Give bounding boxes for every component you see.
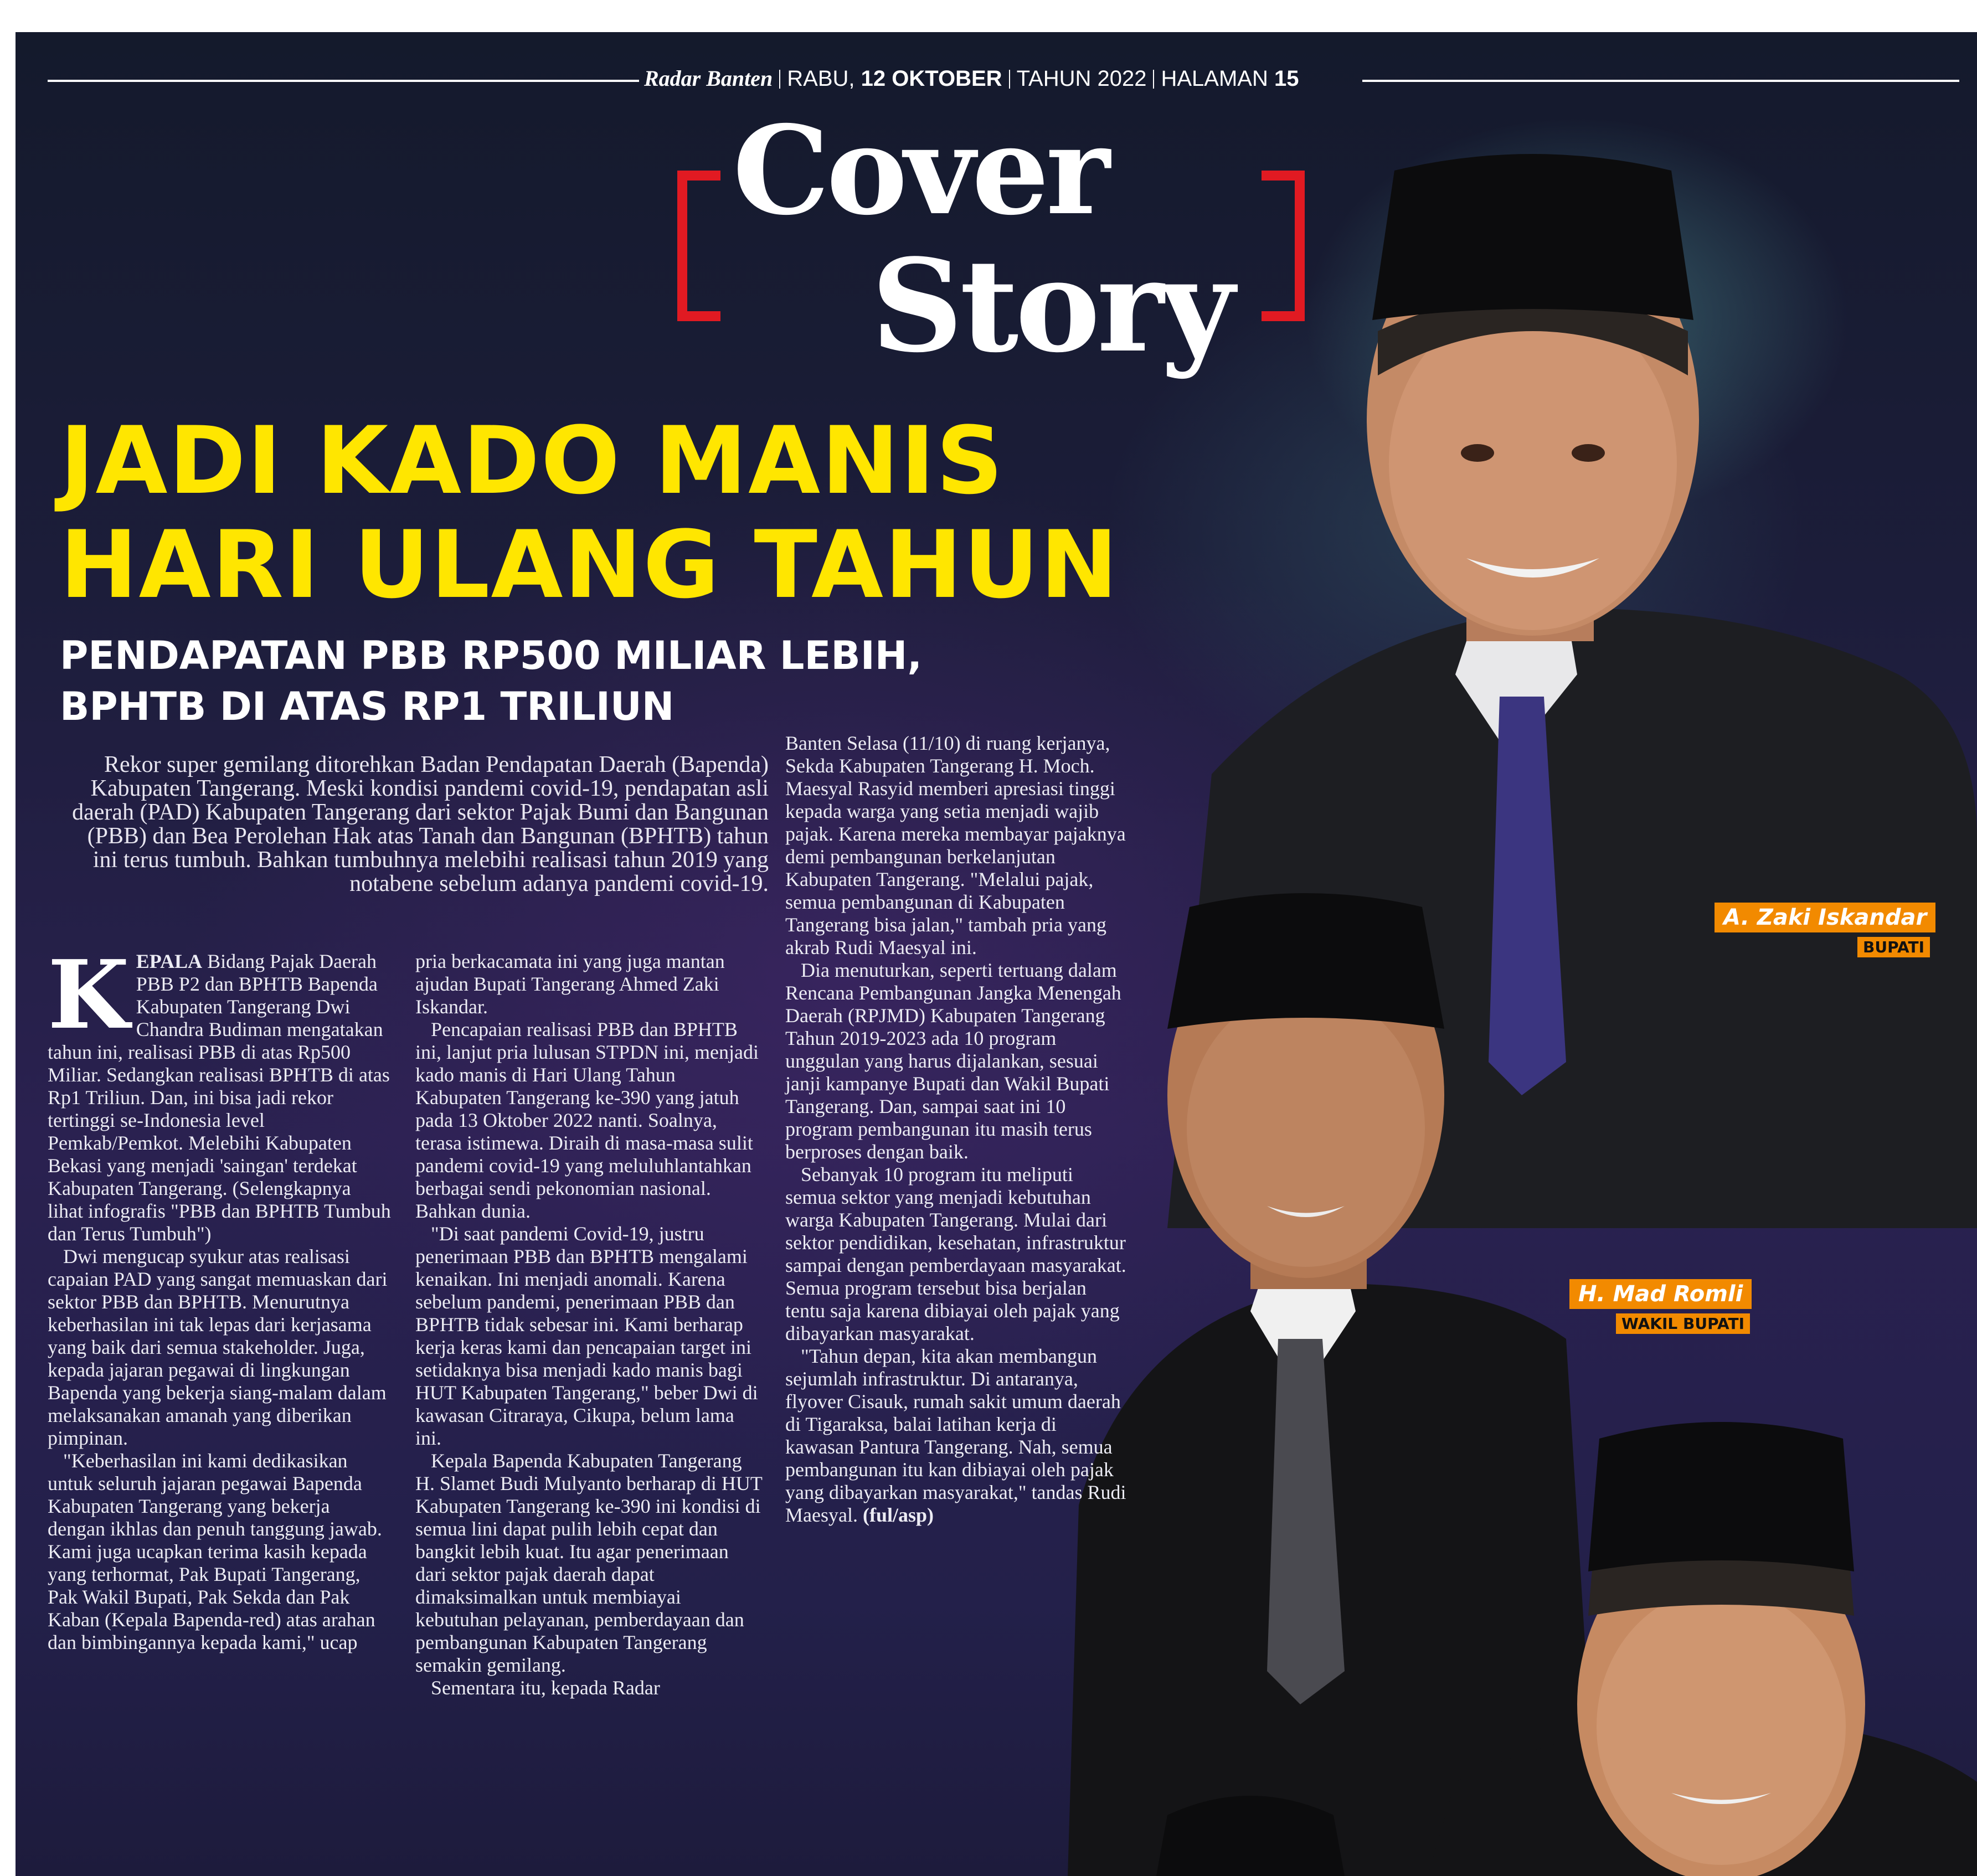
article-paragraph: "Di saat pandemi Covid-19, justru penerimaan PBB dan BPHTB mengalami kenaikan. Ini menjadi anomali. Karena sebelum pandemi, penerimaan PBB dan BPHTB tidak sebesar ini. Kami berharap kerja keras kami dan pencapaian target ini setidaknya bisa menjadi kado manis bagi HUT Kabupaten Tangerang," beber Dwi di kawasan Citraraya, Cikupa, belum lama ini.: [415, 1223, 758, 1449]
caption-name-wakil: H. Mad Romli: [1569, 1279, 1752, 1309]
masthead-separator: [779, 70, 780, 89]
masthead-day: RABU,: [787, 66, 855, 91]
subheadline-line-1: PENDAPATAN PBB RP500 MILIAR LEBIH,: [60, 633, 922, 678]
article-paragraph: Banten Selasa (11/10) di ruang kerjanya, Sekda Kabupaten Tangerang H. Moch. Maesyal Rasyid memberi apresiasi tinggi kepada warga yang setia menjadi wajib pajak. Karena mereka membayar pajaknya demi pembangunan berkelanjutan Kabupaten Tangerang. "Melalui pajak, semua pembangunan di Kabupaten Tangerang bisa jalan," tambah pria yang akrab Rudi Maesyal ini.: [785, 732, 1126, 958]
article-paragraph: [48, 940, 391, 1245]
article-paragraph: [785, 1345, 1129, 1527]
article-paragraph: Pencapaian realisasi PBB dan BPHTB ini, lanjut pria lulusan STPDN ini, menjadi kado manis di Hari Ulang Tahun Kabupaten Tangerang ke-390 yang jatuh pada 13 Oktober 2022 nanti. Soalnya, terasa istimewa. Diraih di masa-masa sulit pandemi covid-19 yang meluluhlantahkan berbagai sendi pekonomian nasional. Bahkan dunia.: [415, 1018, 759, 1222]
masthead-rule-right: [1362, 80, 1959, 82]
article-paragraph: Sementara itu, kepada Radar: [431, 1677, 660, 1699]
article-text: Bidang Pajak Daerah PBB P2 dan BPHTB Bapenda Kabupaten Tangerang Dwi Chandra Budiman mengatakan tahun ini, realisasi PBB di atas Rp500 Miliar. Sedangkan realisasi BPHTB di atas Rp1 Triliun. Dan, ini bisa jadi rekor tertinggi se-Indonesia level Pemkab/Pemkot. Melebihi Kabupaten Bekasi yang menjadi 'saingan' terdekat Kabupaten Tangerang. (Selengkapnya lihat infografis "PBB dan BPHTB Tumbuh dan Terus Tumbuh"): [48, 950, 391, 1245]
article-column-1: [48, 940, 391, 1654]
subheadline: [60, 630, 922, 732]
masthead-page-label: HALAMAN: [1161, 66, 1268, 91]
article-credit: (ful/asp): [862, 1504, 934, 1526]
headline-line-2: HARI ULANG TAHUN: [60, 511, 1119, 619]
article-paragraph: pria berkacamata ini yang juga mantan ajudan Bupati Tangerang Ahmed Zaki Iskandar.: [415, 950, 725, 1018]
headline: [60, 406, 1119, 619]
newspaper-page: [16, 32, 1977, 1876]
subheadline-line-2: BPHTB DI ATAS RP1 TRILIUN: [60, 684, 675, 729]
masthead-page-number: 15: [1274, 66, 1299, 91]
article-paragraph: Sebanyak 10 program itu meliputi semua sektor yang menjadi kebutuhan warga Kabupaten Tangerang. Mulai dari sektor pendidikan, kesehatan, infrastruktur sampai dengan pemberdayaan masyarakat. Semua program tersebut bisa berjalan tentu saja karena dibiayai oleh pajak yang dibayarkan masyarakat.: [785, 1163, 1126, 1344]
caption-name-bupati: A. Zaki Iskandar: [1715, 903, 1935, 932]
caption-role-wakil: WAKIL BUPATI: [1616, 1313, 1750, 1334]
article-paragraph: Dwi mengucap syukur atas realisasi capaian PAD yang sangat memuaskan dari sektor PBB dan BPHTB. Menurutnya keberhasilan ini tak lepas dari kerjasama yang baik dari semua stakeholder. Juga, kepada jajaran pegawai di lingkungan Bapenda yang bekerja siang-malam dalam melaksanakan amanah yang diberikan pimpinan.: [48, 1245, 388, 1449]
masthead-separator: [1009, 70, 1010, 89]
logo-bracket-left: [677, 171, 720, 321]
masthead-rule-left: [48, 80, 639, 82]
section-title-cover: Cover: [733, 99, 1107, 242]
masthead-year: TAHUN 2022: [1016, 66, 1147, 91]
article-column-3: [785, 732, 1129, 1527]
masthead-date: 12 OKTOBER: [861, 66, 1002, 91]
lead-paragraph: Rekor super gemilang ditorehkan Badan Pendapatan Daerah (Bapenda) Kabupaten Tangerang. Meski kondisi pandemi covid-19, pendapatan asli daerah (PAD) Kabupaten Tangerang dari sektor Pajak Bumi dan Bangunan (PBB) dan Bea Perolehan Hak atas Tanah dan Bangunan (BPHTB) tahun ini terus tumbuh. Bahkan tumbuhnya melebihi realisasi tahun 2019 yang notabene sebelum adanya pandemi covid-19.: [72, 752, 769, 896]
caption-role-bupati: BUPATI: [1857, 937, 1930, 957]
article-paragraph: Dia menuturkan, seperti tertuang dalam Rencana Pembangunan Jangka Menengah Daerah (RPJMD) Kabupaten Tangerang Tahun 2019-2023 ada 10 program unggulan yang harus dijalankan, sesuai janji kampanye Bupati dan Wakil Bupati Tangerang. Dan, sampai saat ini 10 program pembangunan itu masih terus berproses dengan baik.: [785, 959, 1121, 1163]
article-text: "Tahun depan, kita akan membangun sejumlah infrastruktur. Di antaranya, flyover Cisauk, rumah sakit umum daerah di Tigaraksa, balai latihan kerja di kawasan Pantura Tangerang. Nah, semua pembangunan itu kan dibiayai oleh pajak yang dibayarkan masyarakat," tandas Rudi Maesyal.: [785, 1345, 1126, 1526]
lead-in-bold: EPALA: [136, 950, 203, 972]
article-paragraph: "Keberhasilan ini kami dedikasikan untuk seluruh jajaran pegawai Bapenda Kabupaten Tangerang yang bekerja dengan ikhlas dan penuh tanggung jawab. Kami juga ucapkan terima kasih kepada yang terhormat, Pak Bupati Tangerang, Pak Wakil Bupati, Pak Sekda dan Pak Kaban (Kepala Bapenda-red) atas arahan dan bimbingannya kepada kami," ucap: [48, 1450, 382, 1653]
masthead: [644, 65, 1299, 91]
article-column-2: [415, 950, 764, 1699]
officials-portraits: [1068, 121, 1977, 1876]
masthead-separator: [1153, 70, 1154, 89]
drop-cap: K: [48, 940, 130, 1050]
headline-line-1: JADI KADO MANIS: [60, 406, 1005, 515]
section-title-story: Story: [871, 231, 1232, 381]
article-paragraph: Kepala Bapenda Kabupaten Tangerang H. Slamet Budi Mulyanto berharap di HUT Kabupaten Tangerang ke-390 ini kondisi di semua lini dapat pulih lebih cepat dan bangkit lebih kuat. Itu agar penerimaan dari sektor pajak daerah dapat dimaksimalkan untuk membiayai kebutuhan pelayanan, pemberdayaan dan pembangunan Kabupaten Tangerang semakin gemilang.: [415, 1450, 763, 1676]
paper-name: Radar Banten: [644, 66, 773, 91]
